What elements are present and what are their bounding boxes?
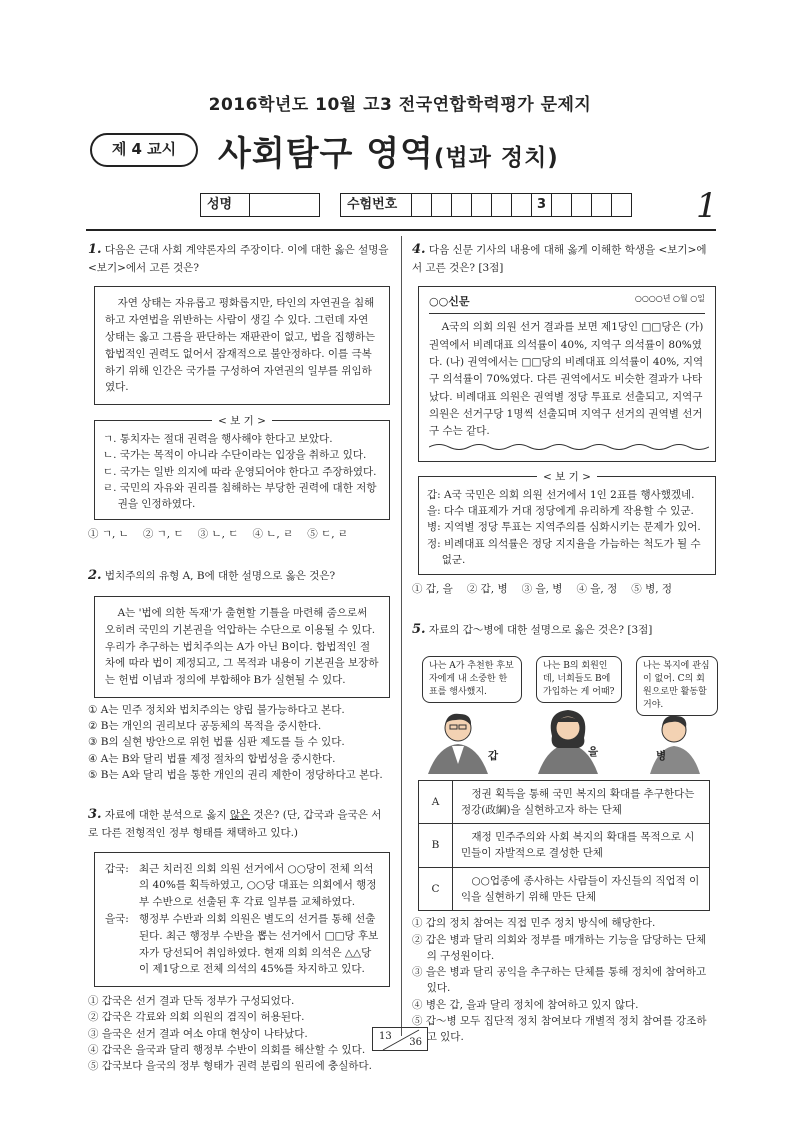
question-1 bbox=[88, 240, 390, 542]
answer-choice[interactable]: ③ 을, 병 bbox=[521, 583, 563, 596]
question-number: 2. bbox=[88, 567, 102, 583]
question-4 bbox=[412, 240, 716, 598]
question-2 bbox=[88, 566, 390, 783]
exam-number-box[interactable] bbox=[512, 193, 532, 217]
question-5 bbox=[412, 620, 716, 1046]
name-field[interactable] bbox=[250, 193, 320, 217]
answer-choice[interactable]: ② ㄱ, ㄷ bbox=[142, 527, 184, 540]
data-box bbox=[94, 852, 390, 988]
exam-title: 2016학년도 10월 고3 전국연합학력평가 문제지 bbox=[208, 95, 592, 115]
table-row bbox=[419, 824, 710, 868]
answer-option[interactable]: ④ A는 B와 달리 법률 제정 절차의 합법성을 중시한다. bbox=[88, 752, 336, 765]
group-table bbox=[418, 780, 710, 912]
bogi-item: 정: 비례대표 의석률은 정당 지지율을 가늠하는 척도가 될 수 없군. bbox=[427, 537, 701, 566]
table-cell: 재정 민주주의와 사회 복지의 확대를 목적으로 시민들이 자발적으로 결성한 단체 bbox=[453, 824, 710, 868]
negation-underline: 않은 bbox=[229, 809, 251, 822]
exam-number-box[interactable] bbox=[412, 193, 432, 217]
table-row bbox=[419, 780, 710, 824]
label-eul: 을 bbox=[588, 745, 599, 758]
question-stem: 다음 신문 기사의 내용에 대해 옳게 이해한 학생을 <보기>에서 고른 것은? [3점] bbox=[412, 244, 707, 275]
answer-option[interactable]: ① A는 민주 정치와 법치주의는 양립 불가능하다고 본다. bbox=[88, 703, 345, 716]
table-row bbox=[419, 867, 710, 911]
table-label: C bbox=[419, 867, 453, 911]
answer-option[interactable]: ③ 을국은 선거 결과 여소 야대 현상이 나타났다. bbox=[88, 1027, 308, 1040]
exam-number-box[interactable] bbox=[492, 193, 512, 217]
period-badge: 제 4 교시 bbox=[90, 133, 198, 167]
bogi-item: ㄹ. 국민의 자유와 권리를 침해하는 부당한 권력에 대한 저항권을 인정하였다. bbox=[103, 481, 377, 511]
passage-box: 자연 상태는 자유롭고 평화롭지만, 타인의 자연권을 침해하고 자연법을 위반하는 사람이 생길 수 있다. 그런데 자연 상태는 옳고 그름을 판단하는 재판관이 없고, 법을 집행하는 합법적인 권력도 없어서 잠재적으로 불안정하다. 이를 극복하기 위해 인간은 국가를 구성하여 자연권의 일부를 위임하였다. bbox=[94, 286, 390, 405]
news-date: ○○○○년 ○월 ○일 bbox=[634, 294, 705, 304]
right-column bbox=[412, 240, 716, 1045]
answer-choice[interactable]: ② 갑, 병 bbox=[466, 583, 508, 596]
answer-option[interactable]: ① 갑국은 선거 결과 단독 정부가 구성되었다. bbox=[88, 995, 295, 1008]
illustration bbox=[418, 648, 716, 774]
answer-choice[interactable]: ④ 을, 정 bbox=[576, 583, 618, 596]
subject-sub: (법과 정치) bbox=[433, 145, 559, 171]
exam-number-box[interactable] bbox=[432, 193, 452, 217]
answer-options bbox=[88, 702, 390, 783]
table-cell: ○○업종에 종사하는 사람들이 자신들의 직업적 이익을 실현하기 위해 만든 단체 bbox=[453, 867, 710, 911]
answer-choices bbox=[88, 526, 390, 542]
question-number: 3. bbox=[88, 807, 102, 823]
answer-choice[interactable]: ③ ㄴ, ㄷ bbox=[197, 527, 239, 540]
answer-choice[interactable]: ① 갑, 을 bbox=[412, 583, 453, 596]
torn-edge-icon bbox=[429, 442, 709, 452]
question-number: 5. bbox=[412, 621, 426, 637]
question-stem: 다음은 근대 사회 계약론자의 주장이다. 이에 대한 옳은 설명을 <보기>에서 고른 것은? bbox=[88, 244, 389, 275]
column-divider bbox=[401, 236, 402, 1036]
exam-number-digit: 3 bbox=[532, 193, 552, 217]
bogi-item: ㄷ. 국가는 일반 의지에 따라 운영되어야 한다고 주장하였다. bbox=[103, 465, 377, 478]
answer-option[interactable]: ④ 병은 갑, 을과 달리 정치에 참여하고 있지 않다. bbox=[412, 998, 639, 1011]
bogi-title: < 보 기 > bbox=[212, 415, 272, 427]
answer-option[interactable]: ⑤ 갑국보다 을국의 정부 형태가 권력 분립의 원리에 충실하다. bbox=[88, 1060, 372, 1073]
question-number: 1. bbox=[88, 242, 102, 257]
exam-number-box[interactable] bbox=[552, 193, 572, 217]
bogi-item: ㄴ. 국가는 목적이 아니라 수단이라는 입장을 취하고 있다. bbox=[103, 449, 367, 462]
speech-bubble-eul: 나는 B의 회원인데, 너희들도 B에 가입하는 게 어때? bbox=[536, 656, 622, 703]
label-byeong: 병 bbox=[656, 749, 667, 762]
exam-number-box[interactable] bbox=[472, 193, 492, 217]
question-number: 4. bbox=[412, 242, 426, 257]
answer-choice[interactable]: ⑤ ㄷ, ㄹ bbox=[307, 527, 349, 540]
question-stem: 법치주의의 유형 A, B에 대한 설명으로 옳은 것은? bbox=[104, 569, 336, 582]
answer-choice[interactable]: ⑤ 병, 정 bbox=[631, 583, 673, 596]
answer-option[interactable]: ② 갑국은 각료와 의회 의원의 겸직이 허용된다. bbox=[88, 1011, 305, 1024]
newspaper-name: ○○신문 bbox=[429, 295, 470, 309]
answer-options bbox=[88, 993, 390, 1074]
news-body: A국의 의회 의원 선거 결과를 보면 제1당인 □□당은 (가) 권역에서 비례대표 의석률이 40%, 지역구 의석률이 80%였다. (나) 권역에서는 □□당의 비례대표 의석률이 40%, 지역구 의석률이 70%였다. 다른 권역에서도 비슷한 결과가 나타났다. 비례대표 의원은 권역별 정당 투표로 선출되고, 지역구 의원은 선거구당 1명씩 선출되며 지역구 선거의 권역별 선거구 수는 같다. bbox=[429, 321, 704, 438]
answer-option[interactable]: ⑤ 갑～병 모두 집단적 정치 참여보다 개별적 정치 참여를 강조하고 있다. bbox=[412, 1014, 707, 1044]
bogi-box bbox=[418, 470, 716, 575]
bogi-title: < 보 기 > bbox=[537, 471, 597, 483]
answer-option[interactable]: ① 갑의 정치 참여는 직접 민주 정치 방식에 해당한다. bbox=[412, 917, 656, 930]
bogi-item: 갑: A국 국민은 의회 의원 선거에서 1인 2표를 행사했겠네. bbox=[427, 488, 695, 501]
label-gap: 갑 bbox=[488, 749, 499, 762]
answer-option[interactable]: ④ 갑국은 을국과 달리 행정부 수반이 의회를 해산할 수 있다. bbox=[88, 1044, 366, 1057]
candidate-info-row bbox=[200, 193, 632, 217]
answer-choice[interactable]: ④ ㄴ, ㄹ bbox=[252, 527, 294, 540]
subject-main: 사회탐구 영역 bbox=[218, 134, 434, 174]
bogi-item: ㄱ. 통치자는 절대 권력을 행사해야 한다고 보았다. bbox=[103, 433, 333, 446]
answer-choices bbox=[412, 581, 716, 597]
country-gap: 갑국: 최근 치러진 의회 의원 선거에서 ○○당이 전체 의석의 40%를 획득하였고, ○○당 대표는 의회에서 행정부 수반으로 선출된 후 각료 일부를 교체하였다. bbox=[105, 862, 377, 909]
header-rule bbox=[86, 229, 716, 231]
question-3: 3. 자료에 대한 분석으로 옳지 않은 것은? (단, 갑국과 을국은 서로 다른 전형적인 정부 형태를 채택하고 있다.) 갑국: 최근 치러진 의회 의원 선거에서 ○○당이 전체 의석의 40%를 획득하였고, ○○당 대표는 의회에서 행정부 수반으로 선출된 후 각료 일부를 교체하였다. 을국: 행정부 수반과 의회 의원은 별도의 선거를 통해 선출된다. 최근 행정부 수반을 뽑는 선거에서 □□당 후보자가 당선되어 취임하였다. 현재 의회 의석은 △△당이 제1당으로 전체 의석의 45%를 차지하고 있다. ① 갑국은 선거 결과 단독 정부가 구성되었다. ② 갑국은 각료와 의회 의원의 겸직이 허용된다. ③ 을국은 선거 결과 여소 야대 현상이 나타났다. ④ 갑국은 을국과 달리 행정부 수반이 의회를 해산할 수 있다. ⑤ 갑국보다 을국의 정부 형태가 권력 분립의 원리에 충실하다. bbox=[88, 805, 390, 1074]
answer-option[interactable]: ⑤ B는 A와 달리 법을 통한 개인의 권리 제한이 정당하다고 본다. bbox=[88, 768, 383, 781]
current-page: 13 bbox=[379, 1031, 392, 1042]
exam-number-box[interactable] bbox=[592, 193, 612, 217]
exam-number-box[interactable] bbox=[612, 193, 632, 217]
speech-bubble-byeong: 나는 복지에 관심이 없어. C의 회원으로만 활동할 거야. bbox=[636, 656, 718, 716]
exam-number-box[interactable] bbox=[572, 193, 592, 217]
subject-title bbox=[218, 128, 559, 181]
table-label: B bbox=[419, 824, 453, 868]
answer-choice[interactable]: ① ㄱ, ㄴ bbox=[88, 527, 129, 540]
page-indicator bbox=[372, 1027, 428, 1051]
question-stem: 자료의 갑～병에 대한 설명으로 옳은 것은? [3점] bbox=[428, 623, 653, 636]
total-pages: 36 bbox=[409, 1036, 422, 1048]
table-cell: 정권 획득을 통해 국민 복지의 확대를 추구한다는 정강(政綱)을 실현하고자 하는 단체 bbox=[453, 780, 710, 824]
bogi-item: 병: 지역별 정당 투표는 지역주의를 심화시키는 문제가 있어. bbox=[427, 521, 701, 534]
answer-option[interactable]: ② B는 개인의 권리보다 공동체의 목적을 중시한다. bbox=[88, 720, 322, 733]
people-illustration-icon bbox=[418, 706, 718, 774]
bogi-item: 을: 다수 대표제가 거대 정당에게 유리하게 작용할 수 있군. bbox=[427, 505, 694, 518]
exam-number-box[interactable] bbox=[452, 193, 472, 217]
answer-option[interactable]: ② 갑은 병과 달리 의회와 정부를 매개하는 기능을 담당하는 단체의 구성원이다. bbox=[412, 933, 707, 962]
exam-number-label: 수험번호 bbox=[340, 193, 412, 217]
bogi-box bbox=[94, 415, 390, 519]
answer-options bbox=[412, 915, 716, 1045]
answer-option[interactable]: ③ 을은 병과 달리 공익을 추구하는 단체를 통해 정치에 참여하고 있다. bbox=[412, 966, 707, 995]
name-label: 성명 bbox=[200, 193, 250, 217]
speech-bubble-gap: 나는 A가 추천한 후보자에게 내 소중한 한 표를 행사했지. bbox=[422, 656, 522, 703]
answer-option[interactable]: ③ B의 실현 방안으로 위헌 법률 심판 제도를 들 수 있다. bbox=[88, 736, 345, 749]
page-number: 1 bbox=[696, 186, 718, 226]
left-column bbox=[88, 240, 390, 1075]
passage-box: A는 '법에 의한 독재'가 출현할 기틀을 마련해 줌으로써 오히려 국민의 기본권을 억압하는 수단으로 이용될 수 있다. 우리가 추구하는 법치주의는 A가 아닌 B이다. 합법적인 절차에 따라 법이 제정되고, 그 목적과 내용이 기본권을 보장하는 헌법 이념과 정의에 부합해야 B가 실현될 수 있다. bbox=[94, 596, 390, 698]
table-label: A bbox=[419, 780, 453, 824]
country-eul: 을국: 행정부 수반과 의회 의원은 별도의 선거를 통해 선출된다. 최근 행정부 수반을 뽑는 선거에서 □□당 후보자가 당선되어 취임하였다. 현재 의회 의석은 △△당이 제1당으로 전체 의석의 45%를 차지하고 있다. bbox=[105, 913, 379, 976]
news-article bbox=[418, 286, 716, 462]
